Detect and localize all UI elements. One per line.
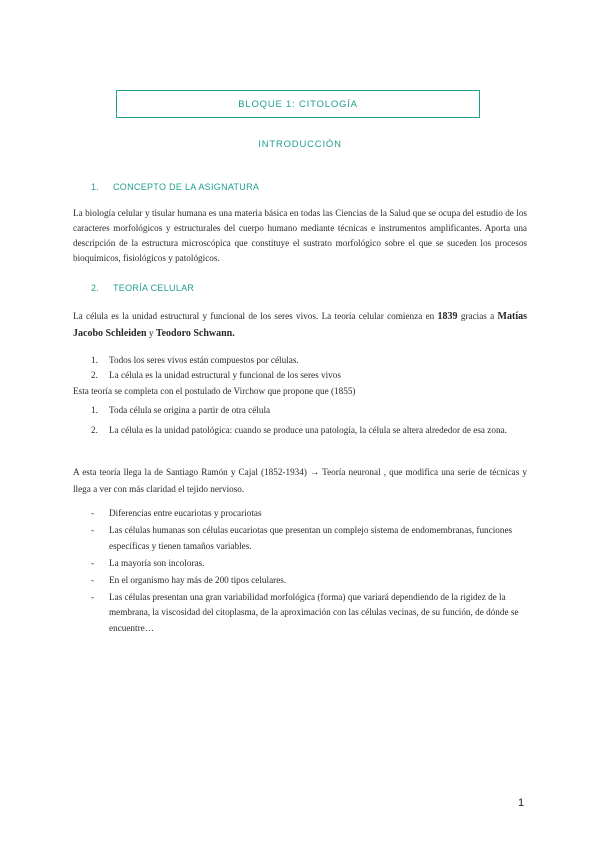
bullet-text: Las células presentan una gran variabilidad morfológica (forma) que variará dependiendo de la rigidez de la membrana, la viscosidad del citoplasma, de la aproximación con las células vecinas, de su función, de dónde se encuentre…: [109, 591, 519, 633]
theory-author-2: Teodoro Schwann.: [155, 328, 235, 339]
postulates-list: [91, 353, 527, 383]
cajal-paragraph: A esta teoría llega la de Santiago Ramón y Cajal (1852-1934) → Teoría neuronal , que modifica una serie de técnicas y llega a ver con más claridad el tejido nervioso.: [73, 467, 527, 494]
bullet-dash: -: [91, 508, 95, 518]
page-number: 1: [518, 797, 525, 809]
section-2-number: 2.: [91, 283, 100, 293]
section-2-title: TEORÍA CELULAR: [113, 283, 195, 293]
section-2-heading: [91, 283, 194, 293]
list-text: Toda célula se origina a partir de otra célula: [109, 405, 271, 415]
list-item: [91, 421, 527, 439]
bullet-text: En el organismo hay más de 200 tipos celulares.: [109, 574, 287, 585]
list-item: [91, 403, 527, 418]
theory-prefix: La célula es la unidad estructural y funcional de los seres vivos. La teoría celular comienza en: [73, 311, 438, 321]
theory-and: y: [146, 328, 156, 338]
bullet-dash: -: [91, 557, 95, 568]
list-number: 1.: [91, 355, 98, 365]
list-number: 2.: [91, 425, 98, 435]
list-item: [91, 353, 527, 368]
section-1-paragraph: La biología celular y tisular humana es una materia básica en todas las Ciencias de la Salud que se ocupa del estudio de los caracteres morfológicos y estructurales del cuerpo humano mediante técnicas e instrumentos amplificantes. Aporta una descripción de la estructura microscópica que constituye el sustrato morfológico sobre el que se suceden los procesos bioquímicos, fisiológicos y patológicos.: [73, 208, 527, 263]
theory-mid: gracias a: [457, 311, 498, 321]
list-number: 1.: [91, 405, 98, 415]
list-item: [91, 368, 527, 383]
intro-title: INTRODUCCIÓN: [258, 139, 342, 150]
bullet-text: Las células humanas son células eucariotas que presentan un complejo sistema de endomembranas, funciones específicas y tienen tamaños variables.: [109, 525, 513, 551]
theory-author-1: Matías Jacobo Schleiden: [73, 311, 527, 339]
bullet-dash: -: [91, 574, 95, 585]
list-item: [91, 573, 527, 589]
list-text: La célula es la unidad estructural y funcional de los seres vivos: [109, 370, 341, 380]
list-text: La célula es la unidad patológica: cuando se produce una patología, la célula se altera alrededor de esa zona.: [109, 425, 507, 435]
section-1-heading: [91, 182, 259, 192]
list-number: 2.: [91, 370, 98, 380]
list-item: [91, 590, 527, 637]
bullet-dash: -: [91, 591, 95, 602]
section-1-number: 1.: [91, 182, 100, 192]
list-item: [91, 556, 527, 572]
bullet-text: La mayoría son incoloras.: [109, 557, 205, 568]
theory-year: 1839: [437, 311, 458, 322]
bullet-text: Diferencias entre eucariotas y procariotas: [109, 508, 262, 518]
block-title: BLOQUE 1: CITOLOGÍA: [116, 90, 480, 118]
list-text: Todos los seres vivos están compuestos por células.: [109, 355, 299, 365]
list-item: [91, 506, 527, 522]
list-item: [91, 523, 527, 554]
bullet-dash: -: [91, 525, 95, 535]
virchow-list: [91, 403, 527, 439]
cell-bullets: [91, 506, 527, 638]
theory-paragraph: [73, 308, 527, 342]
virchow-line: Esta teoría se completa con el postulado de Virchow que propone que (1855): [73, 386, 356, 396]
section-1-title: CONCEPTO DE LA ASIGNATURA: [113, 182, 260, 192]
